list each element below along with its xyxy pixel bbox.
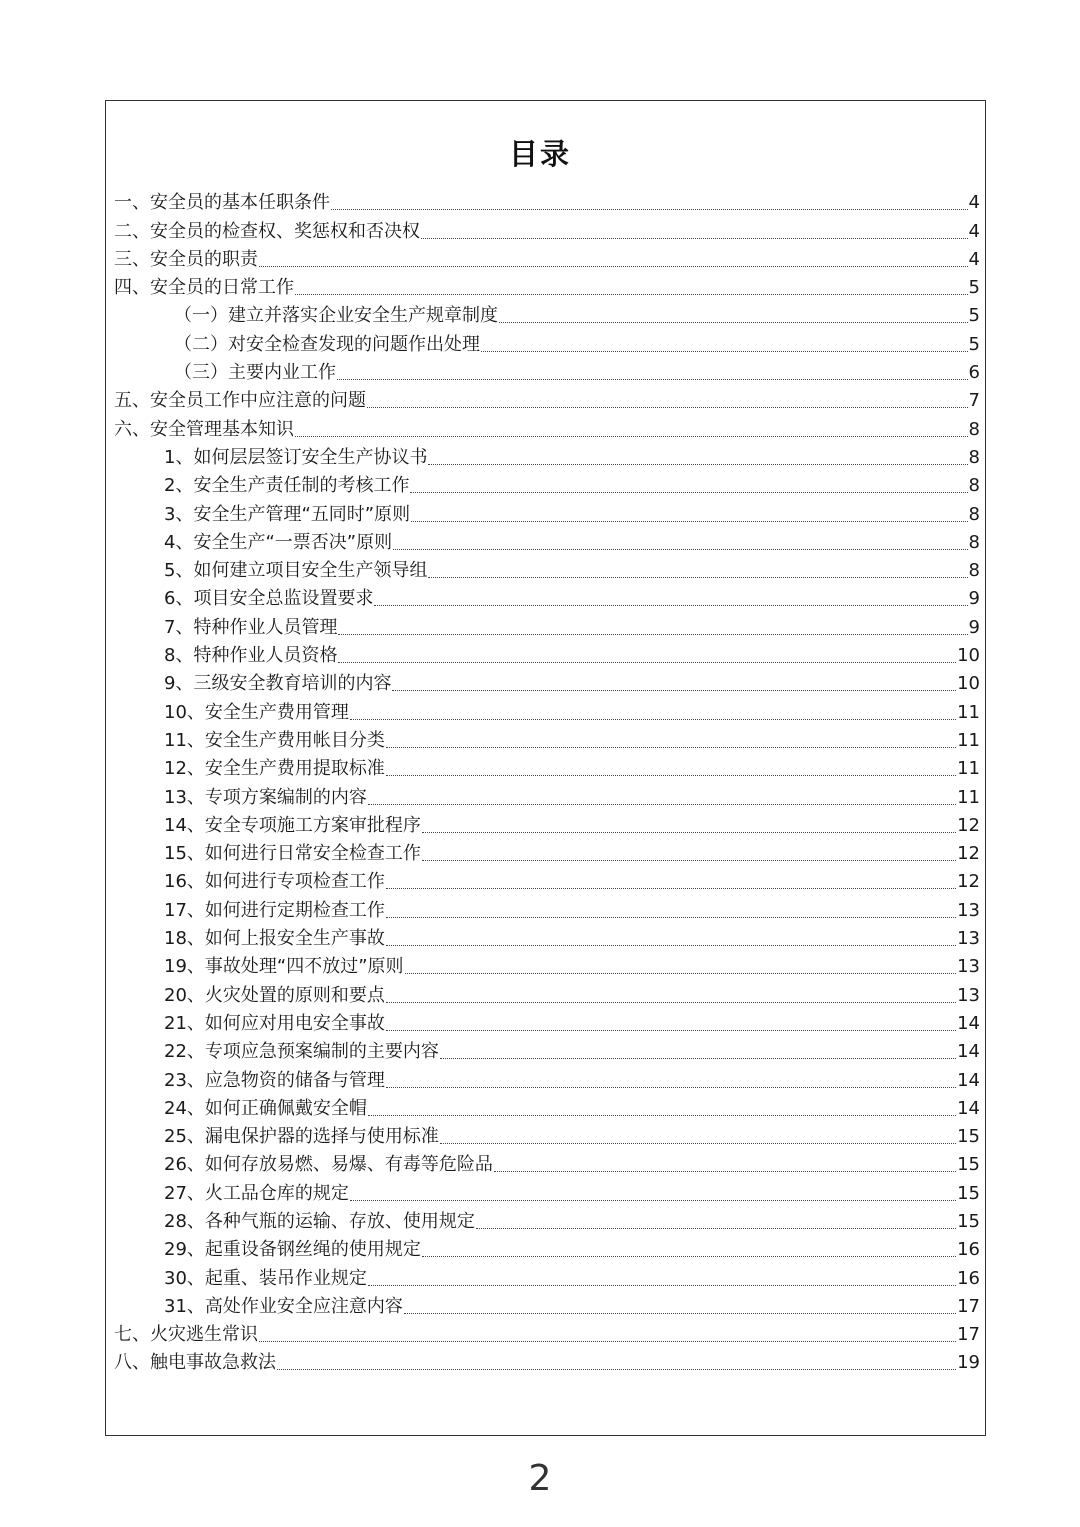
toc-dot-leader bbox=[476, 1228, 956, 1229]
toc-entry[interactable] bbox=[114, 1233, 980, 1261]
toc-dot-leader bbox=[295, 294, 968, 295]
toc-entry-page-number: 8 bbox=[968, 531, 980, 553]
toc-dot-leader bbox=[259, 1341, 956, 1342]
toc-dot-leader bbox=[368, 804, 956, 805]
toc-entry-title: 30、起重、装吊作业规定 bbox=[164, 1267, 367, 1289]
toc-entry-title: （一）建立并落实企业安全生产规章制度 bbox=[174, 305, 498, 327]
toc-entry-page-number: 10 bbox=[957, 645, 980, 667]
toc-dot-leader bbox=[421, 238, 968, 239]
toc-entry-page-number: 6 bbox=[968, 362, 980, 384]
toc-entry-title: 2、安全生产责任制的考核工作 bbox=[164, 475, 410, 497]
toc-entry-title: 17、如何进行定期检查工作 bbox=[164, 899, 385, 921]
toc-dot-leader bbox=[405, 973, 957, 974]
toc-entry[interactable] bbox=[114, 893, 980, 921]
toc-entry-page-number: 17 bbox=[957, 1324, 980, 1346]
toc-dot-leader bbox=[393, 549, 967, 550]
toc-entry-title: 25、漏电保护器的选择与使用标准 bbox=[164, 1126, 439, 1148]
toc-entry[interactable] bbox=[114, 1261, 980, 1289]
toc-entry[interactable] bbox=[114, 299, 980, 327]
toc-entry-page-number: 8 bbox=[968, 446, 980, 468]
toc-entry-page-number: 17 bbox=[957, 1295, 980, 1317]
toc-dot-leader bbox=[404, 1313, 956, 1314]
toc-entry-title: （二）对安全检查发现的问题作出处理 bbox=[174, 333, 480, 355]
toc-entry-title: 8、特种作业人员资格 bbox=[164, 645, 338, 667]
page-number: 2 bbox=[528, 1458, 552, 1499]
toc-entry[interactable] bbox=[114, 1318, 980, 1346]
toc-entry-page-number: 15 bbox=[957, 1126, 980, 1148]
toc-entry-title: 三、安全员的职责 bbox=[114, 248, 258, 270]
toc-entry[interactable] bbox=[114, 752, 980, 780]
toc-entry[interactable] bbox=[114, 554, 980, 582]
toc-entry-title: 4、安全生产“一票否决”原则 bbox=[164, 531, 393, 553]
toc-dot-leader bbox=[411, 521, 967, 522]
toc-entry-page-number: 14 bbox=[957, 1097, 980, 1119]
toc-entry-title: 3、安全生产管理“五同时”原则 bbox=[164, 503, 411, 525]
toc-dot-leader bbox=[295, 436, 968, 437]
toc-entry-title: 27、火工品仓库的规定 bbox=[164, 1182, 349, 1204]
page-title: 目录 bbox=[508, 137, 571, 171]
toc-entry-title: 7、特种作业人员管理 bbox=[164, 616, 338, 638]
toc-entry-page-number: 12 bbox=[957, 814, 980, 836]
toc-dot-leader bbox=[392, 690, 956, 691]
toc-entry-page-number: 12 bbox=[957, 871, 980, 893]
toc-entry-title: 19、事故处理“四不放过”原则 bbox=[164, 956, 404, 978]
toc-entry-title: 1、如何层层签订安全生产协议书 bbox=[164, 446, 428, 468]
toc-entry[interactable] bbox=[114, 695, 980, 723]
toc-entry-title: 9、三级安全教育培训的内容 bbox=[164, 673, 392, 695]
toc-entry-title: 14、安全专项施工方案审批程序 bbox=[164, 814, 421, 836]
toc-entry[interactable] bbox=[114, 1205, 980, 1233]
toc-entry-title: 四、安全员的日常工作 bbox=[114, 277, 294, 299]
toc-entry[interactable] bbox=[114, 809, 980, 837]
toc-dot-leader bbox=[338, 662, 956, 663]
toc-dot-leader bbox=[422, 1256, 956, 1257]
toc-entry[interactable] bbox=[114, 356, 980, 384]
toc-dot-leader bbox=[499, 322, 968, 323]
toc-entry-page-number: 5 bbox=[968, 305, 980, 327]
toc-dot-leader bbox=[386, 917, 956, 918]
toc-entry-title: 5、如何建立项目安全生产领导组 bbox=[164, 560, 428, 582]
toc-entry[interactable] bbox=[114, 1346, 980, 1374]
toc-entry-title: 31、高处作业安全应注意内容 bbox=[164, 1295, 403, 1317]
toc-entry-page-number: 9 bbox=[968, 588, 980, 610]
toc-entry[interactable] bbox=[114, 1176, 980, 1204]
toc-dot-leader bbox=[350, 1200, 956, 1201]
toc-entry-title: 22、专项应急预案编制的主要内容 bbox=[164, 1041, 439, 1063]
toc-entry-page-number: 14 bbox=[957, 1069, 980, 1091]
toc-entry[interactable] bbox=[114, 441, 980, 469]
toc-dot-leader bbox=[368, 1115, 956, 1116]
toc-entry[interactable] bbox=[114, 384, 980, 412]
toc-dot-leader bbox=[386, 747, 956, 748]
toc-entry-page-number: 9 bbox=[968, 616, 980, 638]
toc-entry-page-number: 14 bbox=[957, 1041, 980, 1063]
toc-entry[interactable] bbox=[114, 271, 980, 299]
toc-entry[interactable] bbox=[114, 1092, 980, 1120]
toc-entry-page-number: 4 bbox=[968, 192, 980, 214]
toc-dot-leader bbox=[428, 464, 967, 465]
toc-dot-leader bbox=[338, 634, 967, 635]
toc-entry[interactable] bbox=[114, 243, 980, 271]
toc-entry-page-number: 11 bbox=[957, 786, 980, 808]
toc-entry-title: 五、安全员工作中应注意的问题 bbox=[114, 390, 366, 412]
toc-dot-leader bbox=[367, 407, 968, 408]
toc-entry-title: 12、安全生产费用提取标准 bbox=[164, 758, 385, 780]
toc-entry-page-number: 15 bbox=[957, 1154, 980, 1176]
toc-dot-leader bbox=[386, 1030, 956, 1031]
toc-entry-title: 六、安全管理基本知识 bbox=[114, 418, 294, 440]
toc-dot-leader bbox=[422, 860, 956, 861]
toc-dot-leader bbox=[440, 1058, 956, 1059]
toc-entry-title: 18、如何上报安全生产事故 bbox=[164, 928, 385, 950]
toc-dot-leader bbox=[259, 266, 968, 267]
toc-entry[interactable] bbox=[114, 214, 980, 242]
toc-entry[interactable] bbox=[114, 639, 980, 667]
toc-entry-page-number: 5 bbox=[968, 333, 980, 355]
toc-dot-leader bbox=[428, 577, 967, 578]
toc-dot-leader bbox=[277, 1369, 956, 1370]
toc-entry-page-number: 8 bbox=[968, 503, 980, 525]
toc-entry-title: 七、火灾逃生常识 bbox=[114, 1324, 258, 1346]
toc-entry[interactable] bbox=[114, 1007, 980, 1035]
toc-dot-leader bbox=[422, 832, 956, 833]
toc-entry-page-number: 13 bbox=[957, 956, 980, 978]
toc-entry[interactable] bbox=[114, 1290, 980, 1318]
toc-entry[interactable] bbox=[114, 412, 980, 440]
toc-entry-page-number: 15 bbox=[957, 1182, 980, 1204]
toc-entry-page-number: 15 bbox=[957, 1210, 980, 1232]
toc-entry[interactable] bbox=[114, 724, 980, 752]
toc-dot-leader bbox=[386, 1087, 956, 1088]
toc-entry-page-number: 8 bbox=[968, 475, 980, 497]
toc-entry-page-number: 11 bbox=[957, 701, 980, 723]
toc-entry[interactable] bbox=[114, 1035, 980, 1063]
toc-entry-title: 21、如何应对用电安全事故 bbox=[164, 1012, 385, 1034]
toc-entry[interactable] bbox=[114, 780, 980, 808]
toc-entry-page-number: 12 bbox=[957, 843, 980, 865]
toc-entry-page-number: 7 bbox=[968, 390, 980, 412]
toc-dot-leader bbox=[386, 888, 956, 889]
toc-dot-leader bbox=[386, 945, 956, 946]
toc-entry-page-number: 5 bbox=[968, 277, 980, 299]
toc-entry-title: 八、触电事故急救法 bbox=[114, 1352, 276, 1374]
toc-entry-title: 16、如何进行专项检查工作 bbox=[164, 871, 385, 893]
toc-entry[interactable] bbox=[114, 469, 980, 497]
toc-entry-page-number: 11 bbox=[957, 729, 980, 751]
toc-dot-leader bbox=[350, 719, 956, 720]
toc-dot-leader bbox=[386, 775, 956, 776]
toc-entry-page-number: 10 bbox=[957, 673, 980, 695]
toc-entry[interactable] bbox=[114, 526, 980, 554]
toc-entry[interactable] bbox=[114, 950, 980, 978]
toc-entry-title: 28、各种气瓶的运输、存放、使用规定 bbox=[164, 1210, 475, 1232]
toc-dot-leader bbox=[368, 1285, 956, 1286]
toc-entry-page-number: 16 bbox=[957, 1267, 980, 1289]
toc-dot-leader bbox=[337, 379, 968, 380]
toc-entry[interactable] bbox=[114, 978, 980, 1006]
toc-dot-leader bbox=[410, 492, 967, 493]
toc-dot-leader bbox=[494, 1171, 956, 1172]
toc-entry-title: 29、起重设备钢丝绳的使用规定 bbox=[164, 1239, 421, 1261]
toc-entry-page-number: 11 bbox=[957, 758, 980, 780]
table-of-contents bbox=[114, 186, 980, 1374]
toc-dot-leader bbox=[440, 1143, 956, 1144]
toc-entry-title: 6、项目安全总监设置要求 bbox=[164, 588, 374, 610]
toc-entry-page-number: 13 bbox=[957, 928, 980, 950]
toc-entry[interactable] bbox=[114, 327, 980, 355]
toc-entry-page-number: 4 bbox=[968, 248, 980, 270]
toc-entry-page-number: 14 bbox=[957, 1012, 980, 1034]
toc-entry[interactable] bbox=[114, 1148, 980, 1176]
toc-entry-title: 10、安全生产费用管理 bbox=[164, 701, 349, 723]
toc-entry-title: 15、如何进行日常安全检查工作 bbox=[164, 843, 421, 865]
toc-dot-leader bbox=[481, 351, 968, 352]
toc-entry-page-number: 13 bbox=[957, 899, 980, 921]
toc-entry-title: 11、安全生产费用帐目分类 bbox=[164, 729, 385, 751]
toc-entry-title: 20、火灾处置的原则和要点 bbox=[164, 984, 385, 1006]
toc-entry-title: 一、安全员的基本任职条件 bbox=[114, 192, 330, 214]
toc-entry-page-number: 4 bbox=[968, 220, 980, 242]
toc-entry[interactable] bbox=[114, 837, 980, 865]
toc-entry[interactable] bbox=[114, 610, 980, 638]
toc-entry-title: 二、安全员的检查权、奖惩权和否决权 bbox=[114, 220, 420, 242]
toc-entry-title: 26、如何存放易燃、易爆、有毒等危险品 bbox=[164, 1154, 493, 1176]
toc-entry[interactable] bbox=[114, 1120, 980, 1148]
toc-entry-title: 23、应急物资的储备与管理 bbox=[164, 1069, 385, 1091]
toc-entry-title: （三）主要内业工作 bbox=[174, 362, 336, 384]
toc-entry-page-number: 8 bbox=[968, 560, 980, 582]
toc-entry-page-number: 16 bbox=[957, 1239, 980, 1261]
toc-entry[interactable] bbox=[114, 186, 980, 214]
toc-entry[interactable] bbox=[114, 667, 980, 695]
toc-entry[interactable] bbox=[114, 865, 980, 893]
toc-entry[interactable] bbox=[114, 1063, 980, 1091]
toc-dot-leader bbox=[374, 605, 967, 606]
toc-entry[interactable] bbox=[114, 922, 980, 950]
toc-entry[interactable] bbox=[114, 497, 980, 525]
toc-entry-title: 24、如何正确佩戴安全帽 bbox=[164, 1097, 367, 1119]
toc-dot-leader bbox=[331, 209, 968, 210]
toc-entry-page-number: 13 bbox=[957, 984, 980, 1006]
toc-entry-page-number: 8 bbox=[968, 418, 980, 440]
toc-entry-title: 13、专项方案编制的内容 bbox=[164, 786, 367, 808]
toc-entry[interactable] bbox=[114, 582, 980, 610]
toc-entry-page-number: 19 bbox=[957, 1352, 980, 1374]
toc-dot-leader bbox=[386, 1002, 956, 1003]
